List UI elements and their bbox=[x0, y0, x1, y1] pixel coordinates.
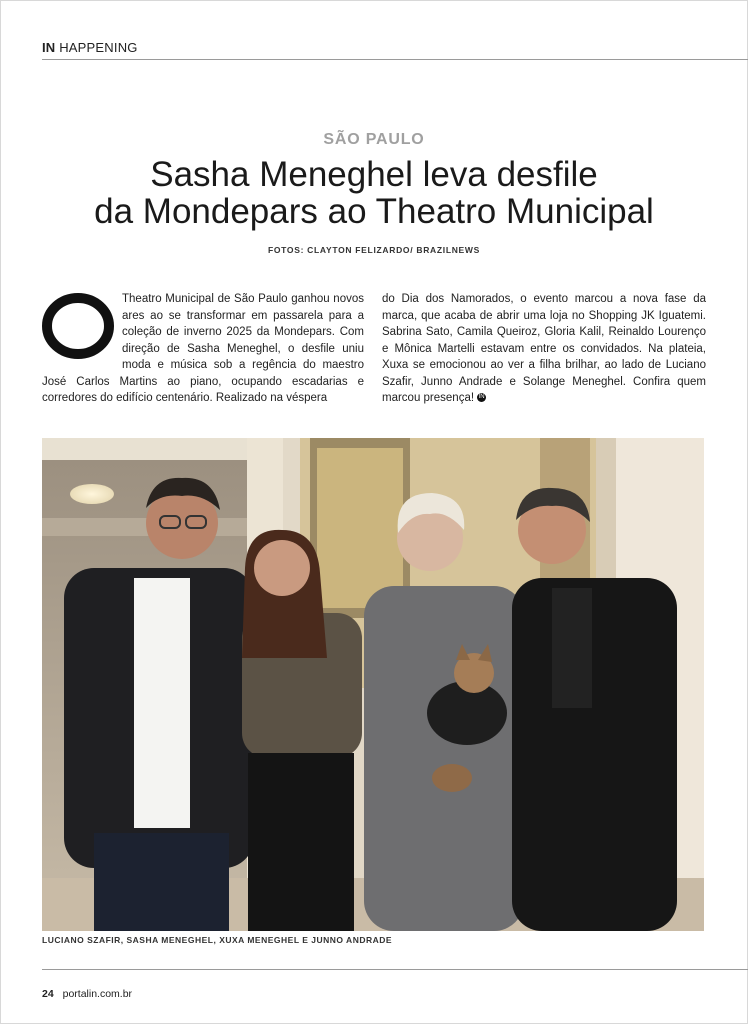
photo-caption: LUCIANO SZAFIR, SASHA MENEGHEL, XUXA MENEGHEL E JUNNO ANDRADE bbox=[42, 935, 393, 945]
footer-divider bbox=[42, 969, 748, 970]
section-name: HAPPENING bbox=[59, 40, 138, 55]
body-text-left: Theatro Municipal de São Paulo ganhou novos ares ao se transformar em passarela para a coleção de inverno 2025 da Mondepars. Com direção de Sasha Meneghel, o desfile uniu moda e música sob a regência do maestro José Carlos Martins ao piano, ocupando escadarias e corredores do edifício centenário. Realizado na véspera bbox=[42, 293, 364, 404]
section-in-label: IN bbox=[42, 40, 56, 55]
section-header bbox=[42, 40, 706, 55]
page-footer bbox=[42, 988, 132, 1000]
body-text-right: do Dia dos Namorados, o evento marcou a nova fase da marca, que acaba de abrir uma loja no Shopping JK Iguatemi. Sabrina Sato, Camila Queiroz, Gloria Kalil, Reinaldo Lourenço e Mônica Martelli estavam entre os convidados. Na plateia, Xuxa se emocionou ao ver a filha brilhar, ao lado de Luciano Szafir, Junno Andrade e Solange Meneghel. Confira quem marcou presença! bbox=[382, 293, 706, 404]
title-line-1: Sasha Meneghel leva desfile bbox=[150, 155, 598, 194]
page-number: 24 bbox=[42, 988, 54, 1000]
article-body-right bbox=[382, 291, 706, 407]
article-body-left bbox=[42, 291, 364, 407]
footer-site: portalin.com.br bbox=[62, 988, 133, 1000]
article-title bbox=[40, 156, 708, 230]
photo-credit: FOTOS: CLAYTON FELIZARDO/ BRAZILNEWS bbox=[267, 245, 481, 255]
event-photo bbox=[42, 438, 704, 931]
title-line-2: da Mondepars ao Theatro Municipal bbox=[94, 192, 654, 231]
article-kicker: SÃO PAULO bbox=[323, 131, 425, 148]
end-mark-icon: IN bbox=[478, 394, 485, 401]
event-photo-illustration bbox=[42, 438, 704, 931]
header-divider bbox=[42, 59, 748, 60]
dropcap bbox=[42, 293, 114, 359]
